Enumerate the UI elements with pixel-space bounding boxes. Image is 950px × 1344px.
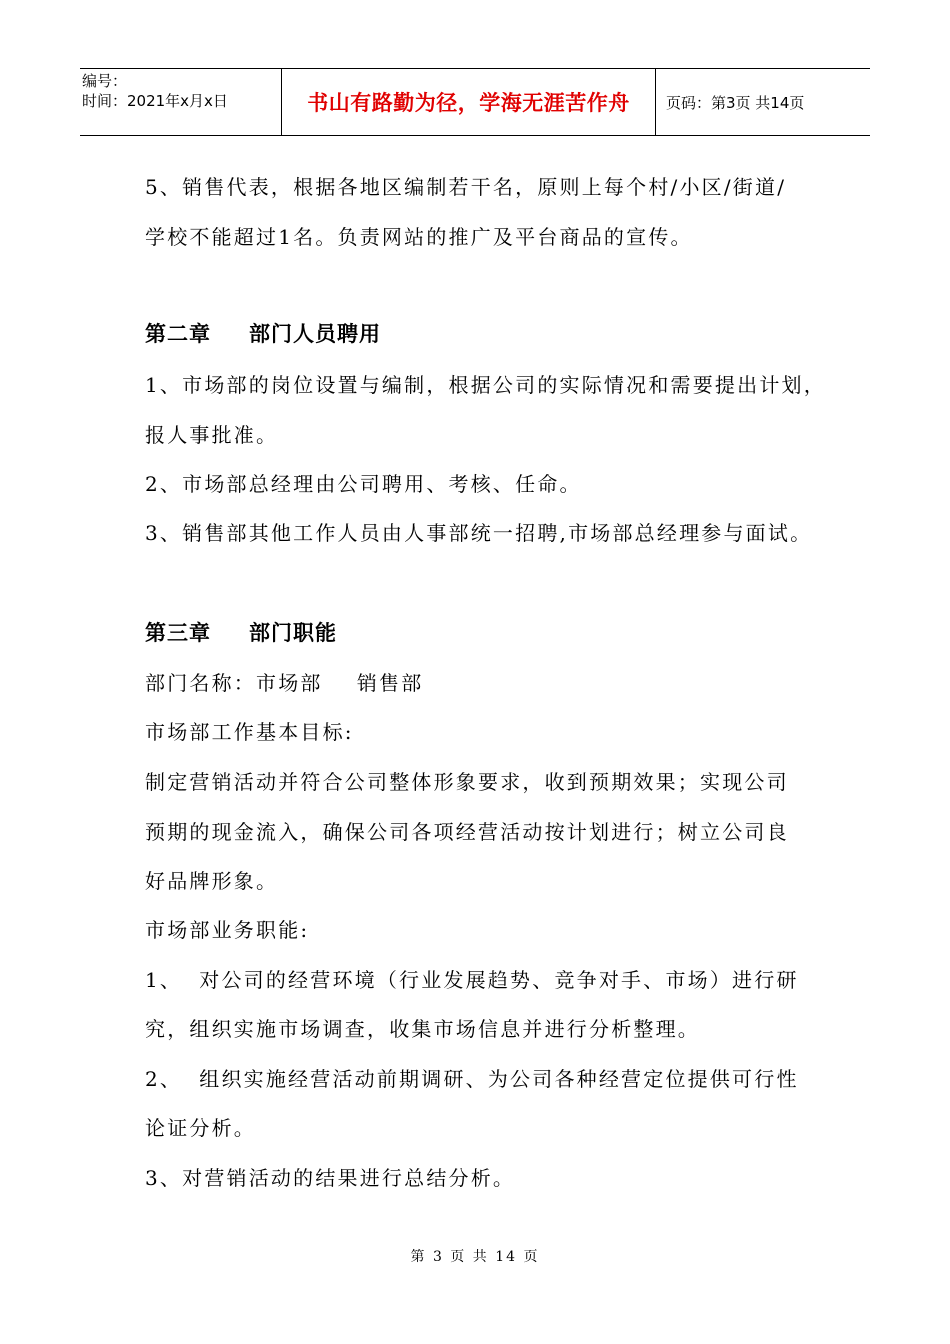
paragraph-line: 3、对营销活动的结果进行总结分析。: [145, 1166, 516, 1190]
chapter-3-title: 部门职能: [249, 621, 337, 645]
document-time-label: 时间：2021年x月x日: [82, 92, 228, 110]
paragraph-line: 论证分析。: [145, 1116, 256, 1140]
paragraph-line: 部门名称：市场部 销售部: [145, 671, 424, 695]
document-number-label: 编号：: [82, 72, 128, 90]
header-meta: [80, 69, 282, 135]
page-header: [80, 68, 870, 136]
paragraph-line: 制定营销活动并符合公司整体形象要求，收到预期效果；实现公司: [145, 770, 789, 794]
paragraph-line: 报人事批准。: [145, 423, 279, 447]
header-page-info: 页码：第3页 共14页: [666, 93, 805, 112]
chapter-3-heading: [145, 621, 337, 645]
header-motto: 书山有路勤为径，学海无涯苦作舟: [307, 91, 630, 115]
paragraph-line: 2、 组织实施经营活动前期调研、为公司各种经营定位提供可行性: [145, 1067, 799, 1091]
header-motto-cell: [282, 69, 656, 135]
paragraph-line: 市场部工作基本目标:: [145, 720, 354, 744]
chapter-2-number: 第二章: [145, 322, 211, 346]
paragraph-line: 预期的现金流入，确保公司各项经营活动按计划进行；树立公司良: [145, 820, 789, 844]
paragraph-line: 1、 对公司的经营环境（行业发展趋势、竞争对手、市场）进行研: [145, 968, 799, 992]
page-footer: 第 3 页 共 14 页: [410, 1249, 540, 1265]
paragraph-line: 究，组织实施市场调查，收集市场信息并进行分析整理。: [145, 1017, 700, 1041]
paragraph-line: 1、市场部的岗位设置与编制，根据公司的实际情况和需要提出计划，: [145, 373, 826, 397]
chapter-2-heading: [145, 322, 381, 346]
paragraph-line: 学校不能超过1名。负责网站的推广及平台商品的宣传。: [145, 225, 693, 249]
paragraph-line: 5、销售代表，根据各地区编制若干名，原则上每个村/小区/街道/: [145, 175, 787, 199]
paragraph-line: 好品牌形象。: [145, 869, 279, 893]
chapter-2-title: 部门人员聘用: [249, 322, 381, 346]
paragraph-line: 市场部业务职能:: [145, 918, 310, 942]
paragraph-line: 2、市场部总经理由公司聘用、考核、任命。: [145, 472, 582, 496]
chapter-3-number: 第三章: [145, 621, 211, 645]
paragraph-line: 3、销售部其他工作人员由人事部统一招聘,市场部总经理参与面试。: [145, 521, 813, 545]
